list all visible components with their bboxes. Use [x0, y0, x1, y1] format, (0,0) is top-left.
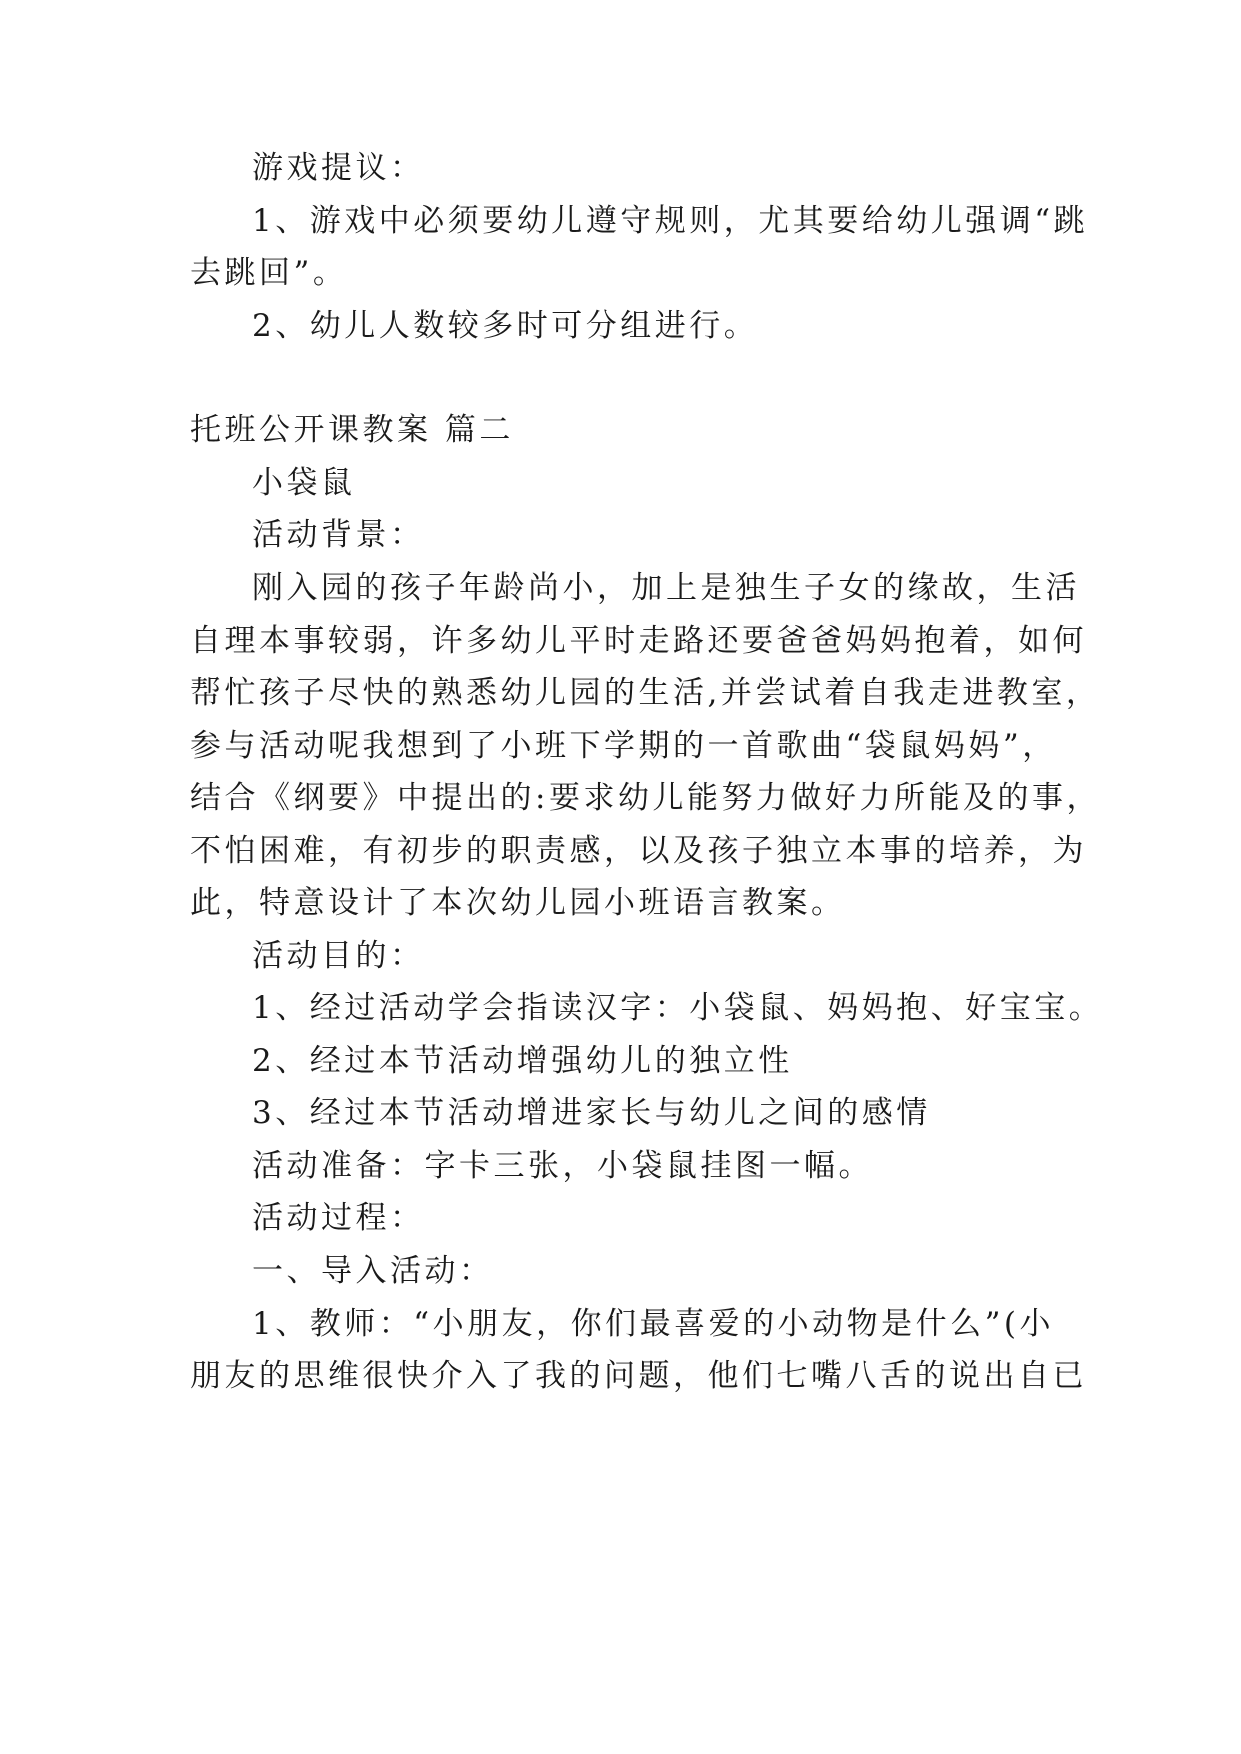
background-line: 此，特意设计了本次幼儿园小班语言教案。 [190, 885, 846, 921]
preparation-line: 活动准备：字卡三张，小袋鼠挂图一幅。 [252, 1148, 873, 1184]
game-tip-2: 2、幼儿人数较多时可分组进行。 [252, 308, 759, 344]
goals-heading: 活动目的： [252, 938, 425, 974]
lesson-subtitle: 小袋鼠 [252, 465, 356, 501]
game-tips-heading: 游戏提议： [252, 150, 425, 186]
goal-item: 3、经过本节活动增进家长与幼儿之间的感情 [252, 1095, 931, 1131]
section-title: 托班公开课教案 篇二 [190, 412, 514, 448]
goal-item: 1、经过活动学会指读汉字：小袋鼠、妈妈抱、好宝宝。 [252, 990, 1104, 1026]
game-tip-1-line-1: 1、游戏中必须要幼儿遵守规则，尤其要给幼儿强调“跳 [252, 203, 1089, 239]
game-tip-1-line-2: 去跳回”。 [190, 255, 348, 291]
background-line: 帮忙孩子尽快的熟悉幼儿园的生活,并尝试着自我走进教室， [190, 675, 1101, 711]
step-1-item-1-line-1: 1、教师：“小朋友，你们最喜爱的小动物是什么”(小 [252, 1306, 1055, 1342]
background-heading: 活动背景： [252, 517, 425, 553]
step-1-item-1-line-2: 朋友的思维很快介入了我的问题，他们七嘴八舌的说出自已 [190, 1358, 1087, 1394]
process-heading: 活动过程： [252, 1200, 425, 1236]
background-line: 不怕困难，有初步的职责感，以及孩子独立本事的培养，为 [190, 833, 1087, 869]
goal-item: 2、经过本节活动增强幼儿的独立性 [252, 1043, 793, 1079]
step-1-heading: 一、导入活动： [252, 1253, 494, 1289]
background-line: 参与活动呢我想到了小班下学期的一首歌曲“袋鼠妈妈”， [190, 728, 1057, 764]
background-line: 刚入园的孩子年龄尚小，加上是独生子女的缘故，生活 [252, 570, 1080, 606]
background-line: 结合《纲要》中提出的:要求幼儿能努力做好力所能及的事， [190, 780, 1101, 816]
background-line: 自理本事较弱，许多幼儿平时走路还要爸爸妈妈抱着，如何 [190, 623, 1087, 659]
